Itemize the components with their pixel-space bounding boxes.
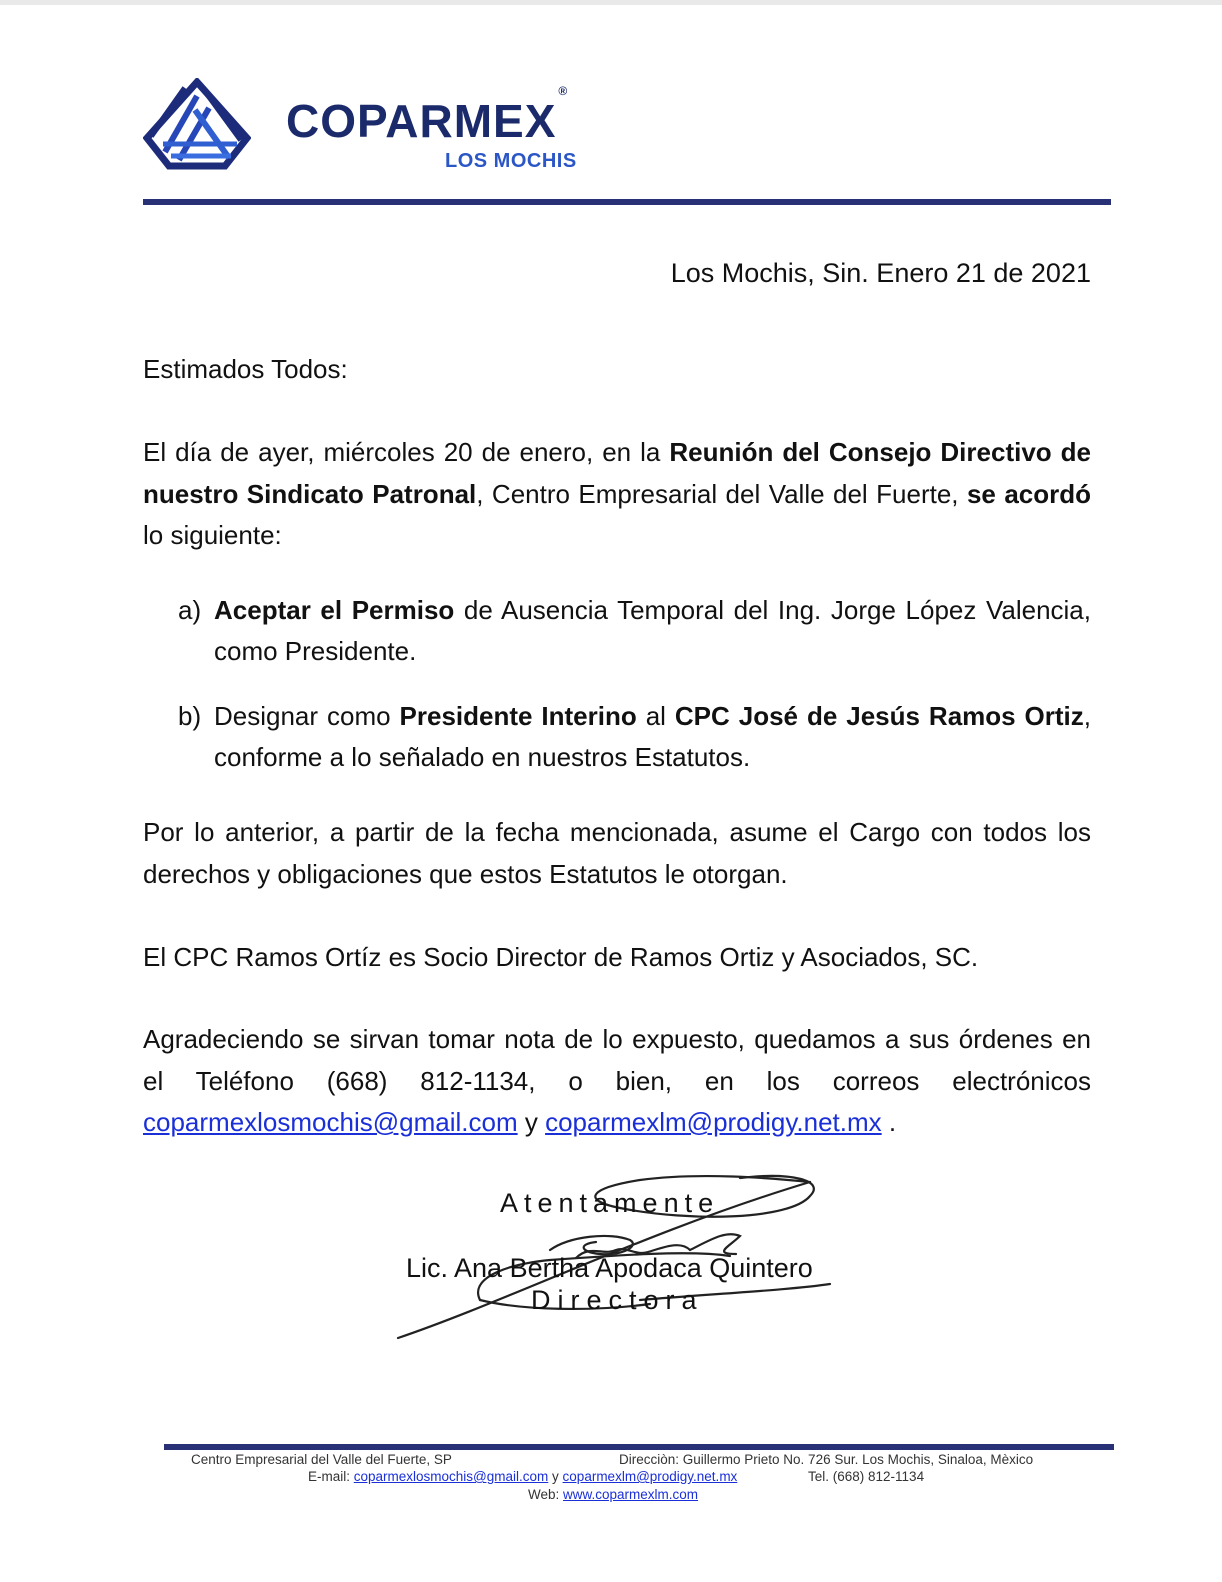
paragraph-anterior: Por lo anterior, a partir de la fecha mencionada, asume el Cargo con todos los derechos y obligaciones que estos Estatutos le otorgan.	[143, 817, 1091, 889]
coparmex-logo-icon	[143, 78, 251, 170]
brand-subtitle: LOS MOCHIS	[445, 150, 577, 172]
footer-web-link[interactable]: www.coparmexlm.com	[563, 1487, 699, 1502]
list-item	[178, 590, 1091, 672]
signatory-role: Directora	[531, 1285, 704, 1315]
list-label: b)	[178, 701, 202, 731]
email-link-prodigy[interactable]: coparmexlm@prodigy.net.mx	[545, 1107, 882, 1137]
paragraph-cpc: El CPC Ramos Ortíz es Socio Director de Ramos Ortiz y Asociados, SC.	[143, 942, 979, 972]
list-item	[178, 696, 1091, 778]
list-text: Designar como Presidente Interino al CPC José de Jesús Ramos Ortiz, conforme a lo señalado en nuestros Estatutos.	[214, 701, 1092, 772]
top-edge	[0, 0, 1222, 5]
footer-tel: Tel. (668) 812-1134	[808, 1469, 925, 1484]
closing-paragraph: Agradeciendo se sirvan tomar nota de lo expuesto, quedamos a sus órdenes en el Teléfono (668) 812-1134, o bien, en los correos electrónicos coparmexlosmochis@gmail.com y coparmexlm@prodigy.net.mx .	[143, 1024, 1091, 1137]
brand-name: COPARMEX®	[286, 83, 569, 147]
intro-paragraph: El día de ayer, miércoles 20 de enero, en la Reunión del Consejo Directivo de nuestro Sindicato Patronal, Centro Empresarial del Valle del Fuerte, se acordó lo siguiente:	[143, 437, 1092, 550]
footer-rule	[164, 1444, 1114, 1450]
header-rule	[143, 199, 1111, 205]
email-link-gmail[interactable]: coparmexlosmochis@gmail.com	[143, 1107, 518, 1137]
date-line: Los Mochis, Sin. Enero 21 de 2021	[670, 258, 1091, 288]
footer-email-prodigy[interactable]: coparmexlm@prodigy.net.mx	[562, 1469, 738, 1484]
registered-mark: ®	[558, 83, 569, 98]
footer-address: Direcciòn: Guillermo Prieto No. 726 Sur. Los Mochis, Sinaloa, Mèxico	[619, 1452, 1034, 1467]
footer-email-gmail[interactable]: coparmexlosmochis@gmail.com	[353, 1469, 549, 1484]
signatory-name: Lic. Ana Bertha Apodaca Quintero	[406, 1253, 813, 1283]
list-text: Aceptar el Permiso de Ausencia Temporal del Ing. Jorge López Valencia, como Presidente.	[214, 595, 1091, 666]
greeting: Estimados Todos:	[143, 354, 348, 384]
footer-org: Centro Empresarial del Valle del Fuerte, SP	[191, 1452, 452, 1467]
signature-closing: Atentamente	[500, 1188, 720, 1218]
list-label: a)	[178, 595, 202, 625]
